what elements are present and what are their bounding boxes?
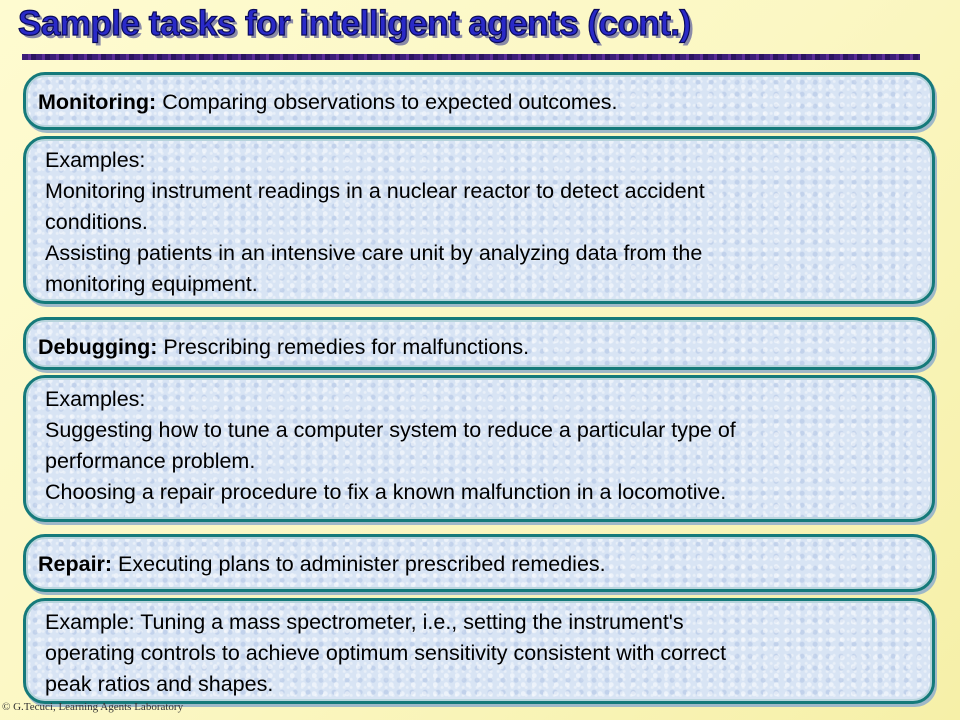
example-line: conditions. <box>45 210 148 234</box>
repair-definition: Executing plans to administer prescribed remedies. <box>112 552 606 576</box>
examples-label: Examples: <box>45 387 146 411</box>
repair-term: Repair: <box>38 552 113 576</box>
debugging-header-box <box>23 317 935 370</box>
example-line: peak ratios and shapes. <box>45 672 274 696</box>
example-line: Choosing a repair procedure to fix a known malfunction in a locomotive. <box>45 480 727 504</box>
slide-title: Sample tasks for intelligent agents (cont.) <box>18 4 691 43</box>
debugging-definition: Prescribing remedies for malfunctions. <box>157 335 530 359</box>
example-line: Example: Tuning a mass spectrometer, i.e., setting the instrument's <box>45 610 684 634</box>
repair-header-box <box>23 534 935 592</box>
debugging-examples-box <box>23 375 935 522</box>
monitoring-definition: Comparing observations to expected outcomes. <box>156 90 618 114</box>
example-line: Suggesting how to tune a computer system to reduce a particular type of <box>45 418 736 442</box>
example-line: Assisting patients in an intensive care unit by analyzing data from the <box>45 241 703 265</box>
example-line: performance problem. <box>45 449 256 473</box>
example-line: operating controls to achieve optimum sensitivity consistent with correct <box>45 641 727 665</box>
debugging-term: Debugging: <box>38 335 158 359</box>
example-line: Monitoring instrument readings in a nuclear reactor to detect accident <box>45 179 705 203</box>
monitoring-header-box <box>23 72 935 130</box>
monitoring-examples-box <box>23 136 935 304</box>
monitoring-term: Monitoring: <box>38 90 157 114</box>
repair-example-box <box>23 598 935 704</box>
example-line: monitoring equipment. <box>45 272 258 296</box>
copyright-footer: © G.Tecuci, Learning Agents Laboratory <box>2 701 184 713</box>
title-underline <box>22 54 920 60</box>
examples-label: Examples: <box>45 148 146 172</box>
